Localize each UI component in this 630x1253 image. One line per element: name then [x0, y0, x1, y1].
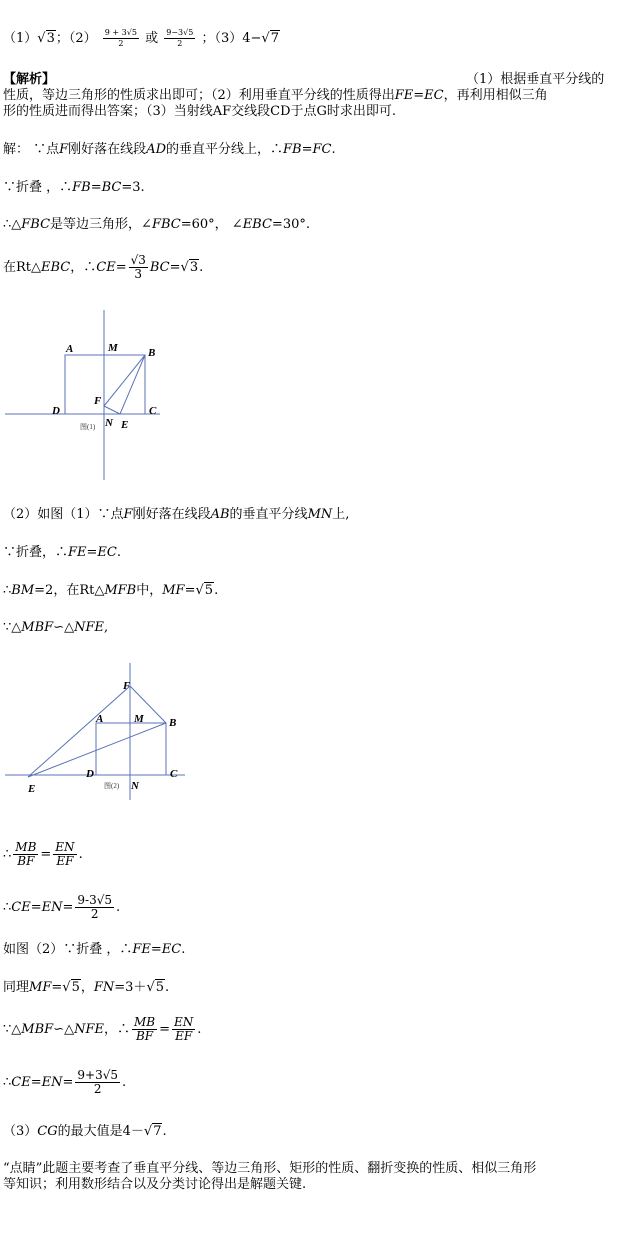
fig2-caption: 图(2)	[104, 782, 120, 790]
ce-frac-2: $\frac{9+3√5}{2}$	[77, 1068, 118, 1096]
analysis-label: 【解析】	[3, 72, 56, 87]
part2b-line-3: 如图（2）∵折叠 ，∴FE=EC.	[3, 942, 186, 957]
fig2-label-a: A	[96, 713, 104, 725]
answer-part3-value: 4−	[242, 31, 262, 46]
answer-fraction-1: $\frac{9 + 3√5}{2}$	[104, 28, 137, 48]
answer-fraction-2: $\frac{9-3√5}{2}$	[166, 28, 194, 48]
ratio-frac-mb-bf: $\frac{MB}{BF}$	[15, 840, 37, 868]
fig1-label-b: B	[148, 347, 156, 359]
fig1-caption: 图(1)	[80, 423, 96, 431]
comment-line-1: “点睛”此题主要考查了垂直平分线、等边三角形、矩形的性质、翻折变换的性质、相似三角形	[3, 1161, 537, 1176]
part3-line: （3）CG的最大值是4－√7.	[3, 1124, 167, 1139]
analysis-right-text: （1）根据垂直平分线的	[466, 72, 605, 87]
ratio-line-1: ∴ $\frac{MB}{BF}$ = $\frac{EN}{EF}$ .	[3, 840, 83, 868]
ratio2-frac-en-ef: $\frac{EN}{EF}$	[173, 1015, 194, 1043]
solution-line-1: 解： ∵点F刚好落在线段AD的垂直平分线上，∴FB=FC.	[3, 142, 336, 157]
answer-part3-sqrt: √7	[261, 31, 279, 46]
answer-part3-label: ；（3）	[201, 31, 243, 46]
answer-line	[3, 28, 280, 49]
fig1-line-bf	[104, 355, 145, 406]
analysis-line-2: 性质，等边三角形的性质求出即可；（2）利用垂直平分线的性质得出FE=EC，再利用相似三角	[3, 88, 548, 103]
fig1-label-f: F	[94, 395, 102, 407]
part2-line-2: ∵折叠，∴FE=EC.	[3, 545, 121, 560]
part2-line-4: ∵△MBF∽△NFE,	[3, 620, 109, 635]
fig2-label-f: F	[123, 680, 131, 692]
fig1-label-m: M	[108, 342, 118, 354]
fig2-rectangle	[96, 723, 166, 775]
part2-line-3: ∴BM=2，在Rt△MFB中，MF=√5.	[3, 583, 219, 598]
part2-line-1: （2）如图（1）∵点F刚好落在线段AB的垂直平分线MN上,	[3, 507, 350, 522]
figure-2	[0, 655, 210, 805]
fig1-label-e: E	[121, 419, 129, 431]
fig2-label-c: C	[170, 768, 178, 780]
fig2-label-e: E	[28, 783, 36, 795]
fig2-line-be	[28, 723, 166, 777]
ratio2-frac-mb-bf: $\frac{MB}{BF}$	[133, 1015, 156, 1043]
ce-result-2: ∴CE=EN= $\frac{9+3√5}{2}$ .	[3, 1068, 127, 1096]
fig2-label-d: D	[86, 768, 94, 780]
figure-1	[0, 300, 200, 500]
fig2-label-b: B	[169, 717, 177, 729]
part2b-line-4: 同理MF=√5，FN=3＋√5.	[3, 980, 170, 995]
analysis-line-1	[3, 72, 55, 88]
solution-line-4: 在Rt△EBC，∴CE= $\frac{√3}{3}$ BC=√3.	[3, 253, 204, 281]
ce-result-1: ∴CE=EN= $\frac{9-3√5}{2}$ .	[3, 893, 121, 921]
fig2-label-m: M	[134, 713, 144, 725]
fig1-label-a: A	[66, 343, 74, 355]
part2b-line-5: ∵△MBF∽△NFE，∴ $\frac{MB}{BF}$ = $\frac{EN}{EF}$ .	[3, 1015, 202, 1043]
fig1-label-n: N	[105, 417, 113, 429]
fig1-label-c: C	[149, 405, 157, 417]
fig2-label-n: N	[131, 780, 139, 792]
comment-line-2: 等知识；利用数形结合以及分类讨论得出是解题关键.	[3, 1177, 307, 1192]
fig1-label-d: D	[52, 405, 60, 417]
answer-part1-label: （1）	[3, 31, 38, 46]
solution-line-2: ∵折叠 ，∴FB=BC=3.	[3, 180, 145, 195]
ce-frac-1: $\frac{9-3√5}{2}$	[77, 893, 112, 921]
ratio-frac-en-ef: $\frac{EN}{EF}$	[55, 840, 75, 868]
solution-line-3: ∴△FBC是等边三角形，∠FBC=60°， ∠EBC=30°.	[3, 217, 310, 232]
answer-separator: 或	[145, 31, 159, 46]
fig2-line-fe	[28, 686, 130, 777]
fig1-line-fe	[104, 406, 120, 414]
ce-fraction: $\frac{√3}{3}$	[130, 253, 146, 281]
fig1-line-be	[120, 355, 145, 414]
answer-part1-value: √3	[37, 31, 55, 46]
analysis-line-3: 形的性质进而得出答案；（3）当射线AF交线段CD于点G时求出即可.	[3, 104, 397, 119]
answer-part2-label: ；（2）	[55, 31, 97, 46]
